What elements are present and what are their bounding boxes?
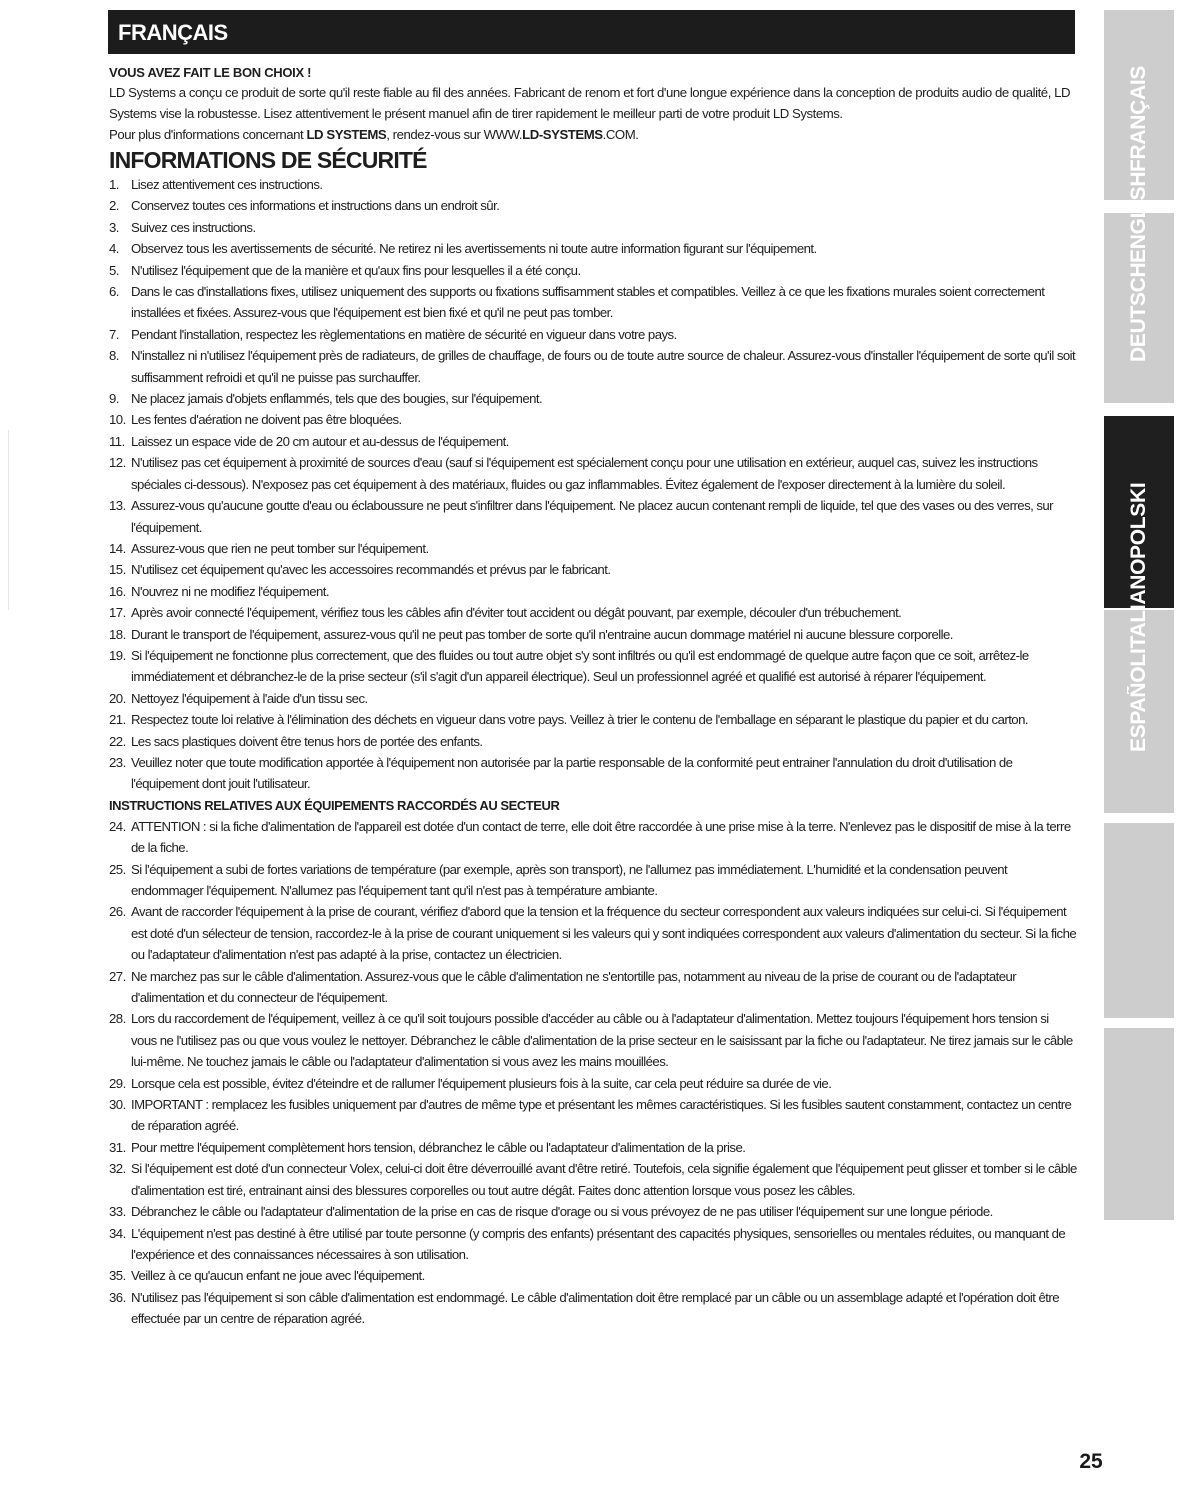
list-item — [109, 1223, 1077, 1266]
list-item — [109, 901, 1077, 965]
item-text: Pendant l'installation, respectez les règlementations en matière de sécurité en vigueur dans votre pays. — [131, 326, 677, 342]
item-text: Après avoir connecté l'équipement, vérifiez tous les câbles afin d'éviter tout accident ou dégât pouvant, par exemple, découler d'un trébuchement. — [131, 605, 902, 621]
list-item — [109, 645, 1077, 688]
item-text: N'ouvrez ni ne modifiez l'équipement. — [131, 583, 329, 599]
list-item — [109, 174, 1077, 195]
item-number: 13. — [109, 498, 126, 514]
item-number: 11. — [109, 433, 125, 449]
item-text: Les fentes d'aération ne doivent pas être bloquées. — [131, 412, 402, 428]
item-text: Pour mettre l'équipement complètement hors tension, débranchez le câble ou l'adaptateur d'alimentation de la prise. — [131, 1139, 746, 1155]
list-item — [109, 260, 1077, 281]
item-number: 32. — [109, 1161, 126, 1177]
list-item — [109, 1201, 1077, 1222]
list-item — [109, 324, 1077, 345]
item-text: Assurez-vous qu'aucune goutte d'eau ou éclaboussure ne peut s'infiltrer dans l'équipement. Ne placez aucun contenant rempli de liquide, tel que des vases ou des verres, sur l'équipement. — [131, 498, 1054, 535]
item-number: 20. — [109, 690, 126, 706]
side-label-espanol-italiano-polski — [1104, 420, 1174, 815]
item-number: 31. — [109, 1139, 126, 1155]
list-item — [109, 752, 1077, 795]
item-number: 35. — [109, 1268, 126, 1284]
item-number: 33. — [109, 1204, 126, 1220]
list-item — [109, 816, 1077, 859]
safety-title: INFORMATIONS DE SÉCURITÉ — [109, 147, 427, 173]
list-item — [109, 238, 1077, 259]
item-number: 18. — [109, 626, 126, 642]
list-item — [109, 1158, 1077, 1201]
list-item — [109, 602, 1077, 623]
item-text: Respectez toute loi relative à l'élimination des déchets en vigueur dans votre pays. Veillez à trier le contenu de l'emballage en séparant le plastique du papier et du carton. — [131, 712, 1028, 728]
item-text: N'utilisez l'équipement que de la manière et qu'aux fins pour lesquelles il a été conçu. — [131, 262, 581, 278]
item-text: Assurez-vous que rien ne peut tomber sur l'équipement. — [131, 540, 429, 556]
item-number: 5. — [109, 262, 119, 278]
item-number: 4. — [109, 241, 119, 257]
list-item — [109, 688, 1077, 709]
item-number: 6. — [109, 284, 119, 300]
item-number: 12. — [109, 455, 126, 471]
list-item — [109, 859, 1077, 902]
item-text: N'utilisez pas l'équipement si son câble d'alimentation est endommagé. Le câble d'alimentation doit être remplacé par un câble ou un assemblage adapté et l'opération doit être effectuée par un centre de réparation agréé. — [131, 1289, 1060, 1327]
item-number: 29. — [109, 1075, 126, 1091]
item-text: Ne marchez pas sur le câble d'alimentation. Assurez-vous que le câble d'alimentation ne s'entortille pas, notamment au niveau de la prise de courant ou de l'adaptateur d'alimentation et du connecteur de l'équipement. — [131, 968, 1017, 1006]
list-item — [109, 624, 1077, 645]
list-item — [109, 581, 1077, 602]
list-item — [109, 1094, 1077, 1137]
item-text: Veillez à ce qu'aucun enfant ne joue avec l'équipement. — [131, 1268, 425, 1284]
item-text: Lisez attentivement ces instructions. — [131, 177, 323, 192]
item-number: 21. — [109, 712, 126, 728]
brand-name: LD SYSTEMS — [306, 127, 387, 142]
list-item — [109, 1073, 1077, 1094]
item-text: Avant de raccorder l'équipement à la prise de courant, vérifiez d'abord que la tension et la fréquence du secteur correspondent aux valeurs indiquées sur celui-ci. Si l'équipement est doté d'un sélecteur de tension, raccordez-le à la prise de courant uniquement si les valeurs qui y sont indiquées correspondent aux valeurs d'alimentation du secteur. Si la fiche ou l'adaptateur d'alimentation n'est pas adapté à la prise, contactez un électricien. — [131, 904, 1077, 963]
item-text: Ne placez jamais d'objets enflammés, tels que des bougies, sur l'équipement. — [131, 391, 543, 407]
list-item — [109, 1265, 1077, 1286]
list-item — [109, 709, 1077, 730]
list-item — [109, 388, 1077, 409]
item-text: N'installez ni n'utilisez l'équipement près de radiateurs, de grilles de chauffage, de fours ou de toute autre source de chaleur. Assurez-vous d'installer l'équipement de sorte qu'il soit suffisamment refroidi et qu'il ne puisse pas surchauffer. — [131, 348, 1076, 385]
margin-line — [8, 430, 9, 610]
list-item — [109, 538, 1077, 559]
list-item — [109, 1287, 1077, 1330]
safety-list — [109, 174, 1077, 795]
item-number: 3. — [109, 219, 119, 235]
item-text: Conservez toutes ces informations et instructions dans un endroit sûr. — [131, 198, 500, 214]
item-text: Veuillez noter que toute modification apportée à l'équipement non autorisée par la partie responsable de la conformité peut entrainer l'annulation du droit d'utilisation de l'équipement dont jouit l'utilisateur. — [131, 754, 1013, 792]
item-text: Observez tous les avertissements de sécurité. Ne retirez ni les avertissements ni toute autre information figurant sur l'équipement. — [131, 241, 817, 257]
more-info-prefix: Pour plus d'informations concernant — [109, 127, 304, 142]
side-label-polski: POLSKI — [1127, 482, 1150, 560]
mains-title: INSTRUCTIONS RELATIVES AUX ÉQUIPEMENTS RACCORDÉS AU SECTEUR — [109, 797, 560, 813]
item-text: Les sacs plastiques doivent être tenus hors de portée des enfants. — [131, 733, 483, 749]
item-number: 27. — [109, 968, 126, 984]
list-item — [109, 409, 1077, 430]
item-number: 36. — [109, 1289, 126, 1305]
language-header: FRANÇAIS — [108, 10, 1075, 54]
mains-list — [109, 816, 1077, 1330]
item-number: 17. — [109, 605, 126, 621]
page-content — [109, 64, 1077, 1330]
item-text: Lorsque cela est possible, évitez d'éteindre et de rallumer l'équipement plusieurs fois à la suite, car cela peut réduire sa durée de vie. — [131, 1075, 832, 1091]
side-tab-blank-1 — [1104, 823, 1174, 1018]
item-number: 28. — [109, 1011, 126, 1027]
side-label-deutsch: DEUTSCH — [1127, 262, 1150, 363]
page-number: 25 — [1079, 1450, 1103, 1473]
list-item — [109, 452, 1077, 495]
item-number: 10. — [109, 412, 126, 428]
item-text: Si l'équipement ne fonctionne plus correctement, que des fluides ou tout autre objet s'y sont infiltrés ou qu'il est endommagé de quelque autre façon que ce soit, arrêtez-le immédiatement et débranchez-le de la prise secteur (s'il s'agit d'un appareil électrique). Seul un professionnel agréé et qualifié est autorisé à réparer l'équipement. — [131, 647, 1029, 685]
item-text: Si l'équipement a subi de fortes variations de température (par exemple, après son transport), ne l'allumez pas immédiatement. L'humidité et la condensation peuvent endommager l'équipement. N'allumez pas l'équipement tant qu'il n'est pas à température ambiante. — [131, 861, 1008, 898]
item-text: Dans le cas d'installations fixes, utilisez uniquement des supports ou fixations suffisamment stables et compatibles. Veillez à ce que les fixations murales soient correctement installées et fixées. Assurez-vous que l'équipement est bien fixé et qu'il ne peut pas tomber. — [131, 284, 1045, 321]
side-label-english: ENGLISH — [1127, 171, 1150, 263]
side-label-italiano: ITALIANO — [1127, 559, 1150, 655]
list-item — [109, 966, 1077, 1009]
list-item — [109, 195, 1077, 216]
side-label-espanol: ESPAÑOL — [1127, 654, 1150, 753]
item-number: 1. — [109, 177, 119, 192]
intro-text — [109, 82, 1077, 145]
side-label-francais: FRANÇAIS — [1127, 65, 1150, 172]
item-text: L'équipement n'est pas destiné à être utilisé par toute personne (y compris des enfants) présentant des capacités physiques, sensorielles ou mentales réduites, ou manquant de l'expérience et des connaissances nécessaires à son utilisation. — [131, 1225, 1066, 1262]
item-number: 19. — [109, 647, 126, 663]
intro-paragraph: LD Systems a conçu ce produit de sorte qu'il reste fiable au fil des années. Fabricant de renom et fort d'une longue expérience dans la conception de produits audio de qualité, LD Systems vise la robustesse. Lisez attentivement le présent manuel afin de tirer rapidement le meilleur parti de votre produit LD Systems. — [109, 85, 1071, 121]
item-number: 16. — [109, 583, 126, 599]
item-text: N'utilisez cet équipement qu'avec les accessoires recommandés et prévus par le fabricant. — [131, 562, 611, 578]
item-number: 8. — [109, 348, 119, 364]
list-item — [109, 1008, 1077, 1072]
website-link[interactable]: LD-SYSTEMS — [522, 127, 603, 142]
list-item — [109, 217, 1077, 238]
item-number: 15. — [109, 562, 126, 578]
list-item — [109, 345, 1077, 388]
item-text: Nettoyez l'équipement à l'aide d'un tissu sec. — [131, 690, 368, 706]
website-suffix: .COM. — [602, 127, 639, 142]
item-text: N'utilisez pas cet équipement à proximité de sources d'eau (sauf si l'équipement est spécialement conçu pour une utilisation en extérieur, auquel cas, suivez les instructions spéciales ci-dessous). N'exposez pas cet équipement à des matériaux, fluides ou gaz inflammables. Évitez également de l'exposer directement à la lumière du soleil. — [131, 455, 1038, 492]
list-item — [109, 495, 1077, 538]
item-number: 34. — [109, 1225, 126, 1241]
item-number: 7. — [109, 326, 119, 342]
more-info-mid: , rendez-vous sur WWW. — [386, 127, 523, 142]
item-text: ATTENTION : si la fiche d'alimentation de l'appareil est dotée d'un contact de terre, elle doit être raccordée à une prise mise à la terre. N'enlevez pas le dispositif de mise à la terre de la fiche. — [131, 818, 1071, 856]
item-number: 26. — [109, 904, 126, 920]
item-number: 30. — [109, 1097, 126, 1113]
item-number: 24. — [109, 818, 126, 834]
item-text: Suivez ces instructions. — [131, 219, 256, 235]
item-number: 22. — [109, 733, 126, 749]
item-text: Durant le transport de l'équipement, assurez-vous qu'il ne peut pas tomber de sorte qu'il n'entraine aucun dommage matériel ni aucune blessure corporelle. — [131, 626, 953, 642]
item-text: Lors du raccordement de l'équipement, veillez à ce qu'il soit toujours possible d'accéder au câble ou à l'adaptateur d'alimentation. Mettez toujours l'équipement hors tension si vous ne l'utilisez pas ou que vous voulez le nettoyer. Débranchez le câble d'alimentation de la prise secteur en le saisissant par la fiche ou l'adaptateur. Ne tirez jamais sur le câble lui-même. Ne touchez jamais le câble ou l'adaptateur d'alimentation si vous avez les mains mouillées. — [131, 1011, 1073, 1070]
item-number: 2. — [109, 198, 119, 214]
list-item — [109, 559, 1077, 580]
item-number: 14. — [109, 540, 126, 556]
list-item — [109, 731, 1077, 752]
item-number: 9. — [109, 391, 119, 407]
side-label-deutsch-english-francais — [1104, 14, 1174, 414]
list-item — [109, 431, 1077, 452]
item-number: 25. — [109, 861, 126, 877]
side-tab-blank-2 — [1104, 1028, 1174, 1220]
item-number: 23. — [109, 754, 126, 770]
list-item — [109, 1137, 1077, 1158]
item-text: Si l'équipement est doté d'un connecteur Volex, celui-ci doit être déverrouillé avant d'être retiré. Toutefois, cela signifie également que l'équipement peut glisser et tomber si le câble d'alimentation est tiré, entrainant ainsi des blessures corporelles ou tout autre dégât. Faites donc attention lorsque vous posez les câbles. — [131, 1161, 1077, 1198]
item-text: Laissez un espace vide de 20 cm autour et au-dessus de l'équipement. — [131, 433, 509, 449]
item-text: IMPORTANT : remplacez les fusibles uniquement par d'autres de même type et présentant les mêmes caractéristiques. Si les fusibles sautent constamment, contactez un centre de réparation agréé. — [131, 1097, 1072, 1134]
list-item — [109, 281, 1077, 324]
item-text: Débranchez le câble ou l'adaptateur d'alimentation de la prise en cas de risque d'orage ou si vous prévoyez de ne pas utiliser l'équipement sur une longue période. — [131, 1204, 993, 1220]
intro-title: VOUS AVEZ FAIT LE BON CHOIX ! — [109, 65, 312, 80]
